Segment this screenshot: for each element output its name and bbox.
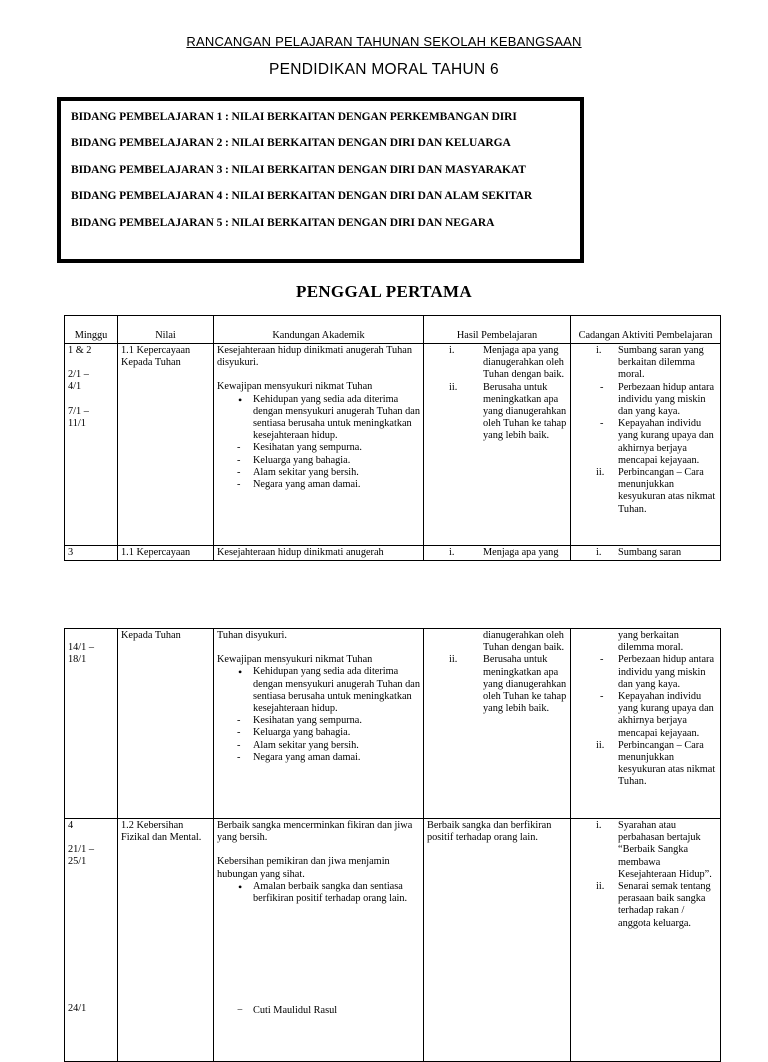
cadangan-cell: i. Syarahan atau perbahasan bertajuk “Berbaik Sangka membawa Kesejahteraan Hidup”. ii. Senarai semak tentang perasaan baik sangka terhadap rakan / anggota keluarga. [571,819,721,1062]
nilai-cell: 1.2 Kebersihan Fizikal dan Mental. [118,819,214,1062]
minggu-cell: 1 & 2 2/1 – 4/1 7/1 – 11/1 [65,344,118,546]
hasil-cell: dianugerahkan oleh Tuhan dengan baik. ii. Berusaha untuk meningkatkan apa yang dianugerahkan oleh Tuhan ke tahap yang lebih baik. [424,629,571,819]
table-header-row [65,316,721,344]
list-item: - Alam sekitar yang bersih. [217,740,420,752]
cadangan-cell: yang berkaitan dilemma moral. - Perbezaan hidup antara individu yang miskin dan yang kaya. - Kepayahan individu yang kurang upaya dan akhirnya berjaya mencapai kejayaan. ii. Perbincangan – Cara menunjukkan kesyukuran atas nikmat Tuhan. [571,629,721,819]
list-item: - Alam sekitar yang bersih. [217,467,420,479]
table-row [65,819,721,1062]
col-header-kandungan: Kandungan Akademik [214,316,424,344]
list-item: - Kesihatan yang sempurna. [217,442,420,454]
col-header-minggu: Minggu [65,316,118,344]
list-item: - Negara yang aman damai. [217,752,420,764]
document-subtitle: PENDIDIKAN MORAL TAHUN 6 [269,61,499,78]
list-item: • Amalan berbaik sangka dan sentiasa berfikiran positif terhadap orang lain. [217,881,420,905]
minggu-cell: 4 21/1 – 25/1 24/1 [65,819,118,1062]
bidang-box [57,97,584,263]
nilai-cell: Kepada Tuhan [118,629,214,819]
hasil-cell: i. Menjaga apa yang dianugerahkan oleh Tuhan dengan baik. ii. Berusaha untuk meningkatkan apa yang dianugerahkan oleh Tuhan ke tahap yang lebih baik. [424,344,571,546]
bidang-1: BIDANG PEMBELAJARAN 1 : NILAI BERKAITAN DENGAN PERKEMBANGAN DIRI [71,111,517,123]
kandungan-cell: Berbaik sangka mencerminkan fikiran dan jiwa yang bersih. Kebersihan pemikiran dan jiwa menjamin hubungan yang sihat. • Amalan berbaik sangka dan sentiasa berfikiran positif terhadap orang lain. − Cuti Maulidul Rasul [214,819,424,1062]
col-header-hasil: Hasil Pembelajaran [424,316,571,344]
list-item: • Kehidupan yang sedia ada diterima dengan mensyukuri anugerah Tuhan dan sentiasa berusaha untuk meningkatkan kesejahteraan hidup. [217,666,420,715]
list-item: − Cuti Maulidul Rasul [217,1005,420,1017]
list-item: • Kehidupan yang sedia ada diterima dengan mensyukuri anugerah Tuhan dan sentiasa berusaha untuk meningkatkan kesejahteraan hidup. [217,394,420,443]
list-item: - Kesihatan yang sempurna. [217,715,420,727]
penggal-heading: PENGGAL PERTAMA [296,282,472,301]
kandungan-cell: Tuhan disyukuri. Kewajipan mensyukuri nikmat Tuhan • Kehidupan yang sedia ada diterima dengan mensyukuri anugerah Tuhan dan sentiasa berusaha untuk meningkatkan kesejahteraan hidup. - Kesihatan yang sempurna. - Keluarga yang bahagia. - Alam sekitar yang bersih. - Negara yang aman damai. [214,629,424,819]
col-header-nilai: Nilai [118,316,214,344]
document-title: RANCANGAN PELAJARAN TAHUNAN SEKOLAH KEBANGSAAN [186,34,582,49]
bidang-3: BIDANG PEMBELAJARAN 3 : NILAI BERKAITAN DENGAN DIRI DAN MASYARAKAT [71,164,526,176]
bidang-2: BIDANG PEMBELAJARAN 2 : NILAI BERKAITAN DENGAN DIRI DAN KELUARGA [71,137,511,149]
cadangan-cell: i. Sumbang saran yang berkaitan dilemma moral. - Perbezaan hidup antara individu yang miskin dan yang kaya. - Kepayahan individu yang kurang upaya dan akhirnya berjaya mencapai kejayaan. ii. Perbincangan – Cara menunjukkan kesyukuran atas nikmat Tuhan. [571,344,721,546]
col-header-cadangan: Cadangan Aktiviti Pembelajaran [571,316,721,344]
minggu-cell: 14/1 – 18/1 [65,629,118,819]
lesson-table-page-1 [64,315,721,561]
nilai-cell: 1.1 Kepercayaan Kepada Tuhan [118,344,214,546]
table-row [65,344,721,546]
table-row: 3 1.1 Kepercayaan Kesejahteraan hidup dinikmati anugerah i. Menjaga apa yang i. Sumbang saran [65,546,721,561]
lesson-table-page-2 [64,628,721,1062]
hasil-cell: Berbaik sangka dan berfikiran positif terhadap orang lain. [424,819,571,1062]
bidang-4: BIDANG PEMBELAJARAN 4 : NILAI BERKAITAN DENGAN DIRI DAN ALAM SEKITAR [71,190,533,202]
kandungan-cell: Kesejahteraan hidup dinikmati anugerah Tuhan disyukuri. Kewajipan mensyukuri nikmat Tuhan • Kehidupan yang sedia ada diterima dengan mensyukuri anugerah Tuhan dan sentiasa berusaha untuk meningkatkan kesejahteraan hidup. - Kesihatan yang sempurna. - Keluarga yang bahagia. - Alam sekitar yang bersih. - Negara yang aman damai. [214,344,424,546]
list-item: - Keluarga yang bahagia. [217,727,420,739]
table-row [65,629,721,819]
list-item: - Negara yang aman damai. [217,479,420,491]
list-item: - Keluarga yang bahagia. [217,455,420,467]
bidang-5: BIDANG PEMBELAJARAN 5 : NILAI BERKAITAN DENGAN DIRI DAN NEGARA [71,217,495,229]
